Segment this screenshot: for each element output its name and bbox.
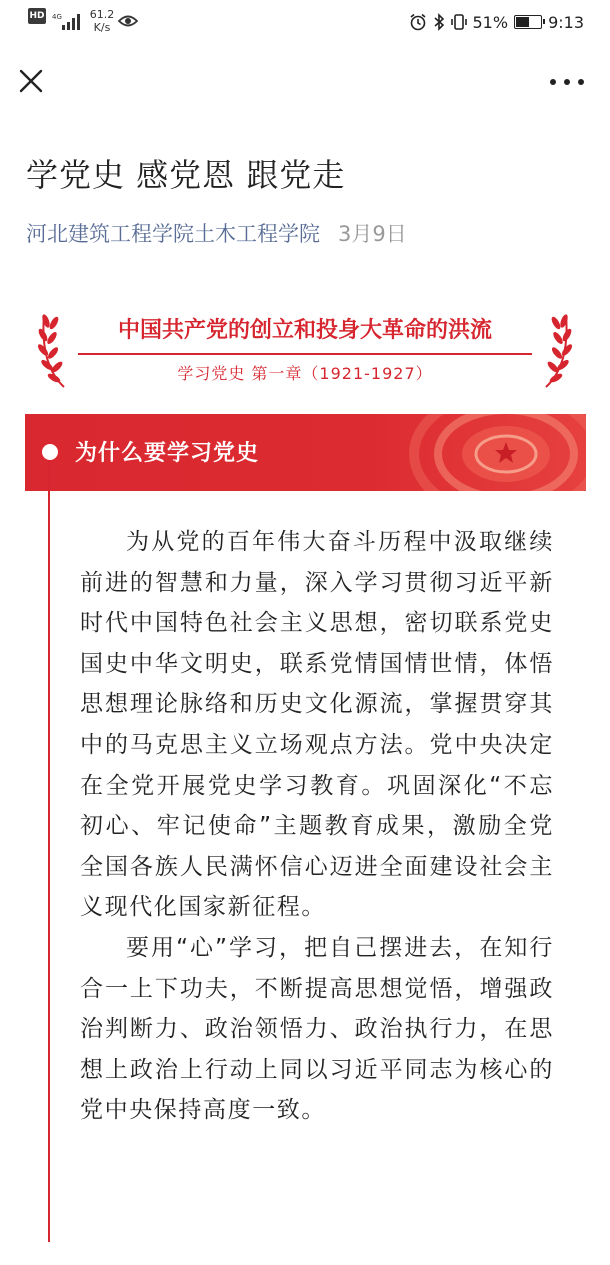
article-title: 学党史 感党恩 跟党走 — [26, 156, 346, 194]
chapter-title: 中国共产党的创立和投身大革命的洪流 — [117, 318, 492, 343]
status-time: 9:13 — [548, 12, 584, 32]
chapter-header — [30, 305, 580, 395]
publish-date: 3月9日 — [338, 222, 407, 246]
account-name-link[interactable]: 河北建筑工程学院土木工程学院 — [26, 222, 320, 246]
chapter-subtitle: 学习党史 第一章（1921-1927） — [177, 364, 433, 383]
eye-icon — [118, 14, 138, 28]
chapter-divider — [78, 353, 532, 355]
more-icon-dot — [578, 79, 584, 85]
section-title: 为什么要学习党史 — [75, 441, 260, 466]
status-left — [28, 8, 46, 24]
battery-fill — [516, 17, 529, 27]
more-button[interactable] — [550, 70, 584, 94]
net-speed — [88, 8, 116, 34]
timeline-dot — [42, 444, 58, 460]
network-label: 4G — [52, 13, 62, 21]
article-body — [80, 522, 554, 1131]
more-icon-dot — [564, 79, 570, 85]
battery-icon — [514, 15, 542, 29]
body-paragraph: 为从党的百年伟大奋斗历程中汲取继续前进的智慧和力量，深入学习贯彻习近平新时代中国特色社会主义思想，密切联系党史国史中华文明史，联系党情国情世情，体悟思想理论脉络和历史文化源流，掌握贯穿其中的马克思主义立场观点方法。党中央决定在全党开展党史学习教育。巩固深化“不忘初心、牢记使命”主题教育成果，激励全党全国各族人民满怀信心迈进全面建设社会主义现代化国家新征程。 — [80, 529, 554, 921]
wheat-wreath-icon — [536, 309, 576, 389]
section-header-bar — [25, 414, 586, 491]
article-meta — [26, 218, 407, 248]
vibrate-icon — [451, 13, 467, 31]
status-bar — [0, 0, 610, 44]
more-icon-dot — [550, 79, 556, 85]
battery-percent: 51% — [472, 12, 509, 32]
close-icon — [16, 66, 46, 96]
alarm-icon — [409, 13, 427, 31]
net-speed-unit: K/s — [93, 21, 111, 34]
body-paragraph: 要用“心”学习，把自己摆进去，在知行合一上下功夫，不断提高思想觉悟，增强政治判断力、政治领悟力、政治执行力，在思想上政治上行动上同以习近平同志为核心的党中央保持高度一致。 — [80, 934, 554, 1124]
hd-badge: HD — [28, 8, 46, 24]
status-right — [409, 10, 585, 34]
party-emblem-decoration-icon — [406, 414, 586, 491]
net-speed-value: 61.2 — [89, 8, 115, 21]
bluetooth-icon — [433, 13, 445, 31]
signal-icon — [52, 12, 80, 30]
close-button[interactable] — [16, 66, 46, 96]
timeline-line — [48, 460, 50, 1242]
